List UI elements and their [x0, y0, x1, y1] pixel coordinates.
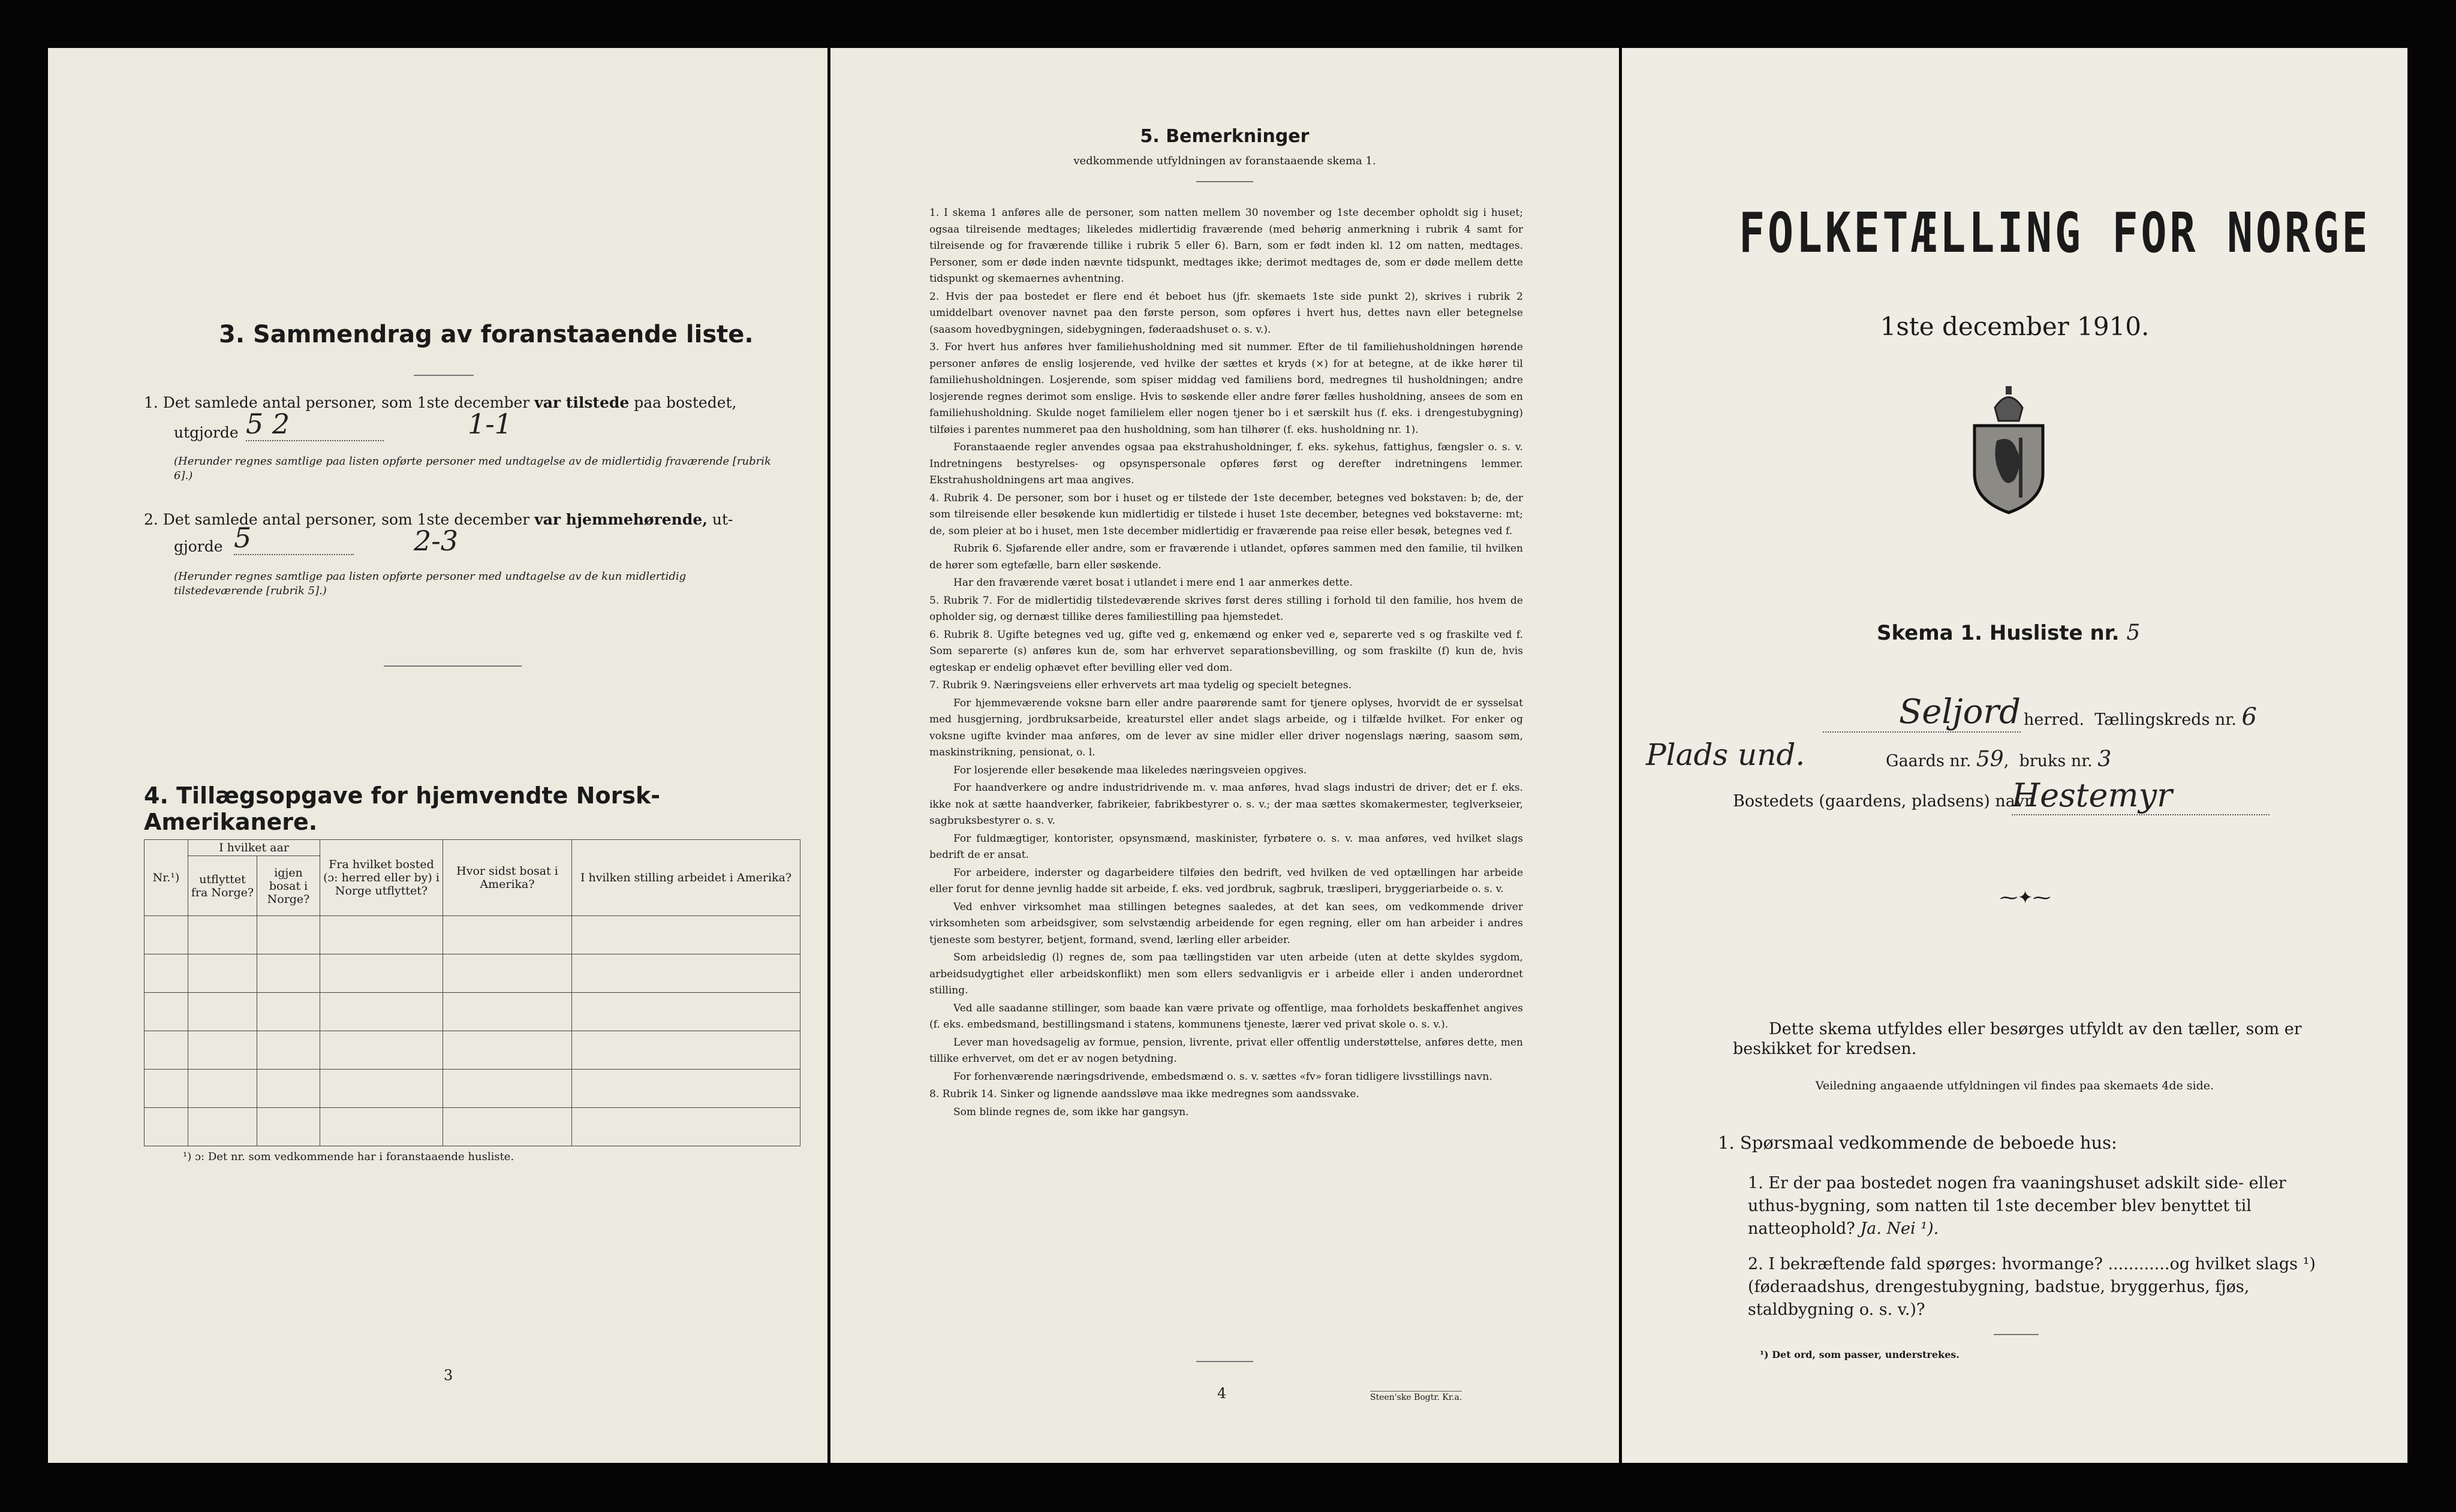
- q1-answer: Ja. Nei ¹).: [1860, 1219, 1939, 1238]
- question-2: 2. Det samlede antal personer, som 1ste december var hjemmehørende, ut-: [144, 511, 733, 528]
- page-3: [48, 48, 827, 1463]
- footnote: ¹) Det ord, som passer, understrekes.: [1760, 1349, 1960, 1360]
- skema-label: Skema 1. Husliste nr. 5: [1877, 621, 2141, 645]
- q2-handwritten-value: 5: [234, 522, 354, 555]
- remark-item: For forhenværende næringsdrivende, embedsmænd o. s. v. sættes «fv» foran tidligere livsstillings navn.: [953, 1070, 1492, 1083]
- kreds-number: 6: [2241, 703, 2257, 731]
- q2-prefix: gjorde: [174, 538, 223, 555]
- q1-note: (Herunder regnes samtlige paa listen opførte personer med undtagelse av de midlertidig fraværende [rubrik 6].): [174, 455, 771, 482]
- document-date: 1ste december 1910.: [1880, 312, 2150, 341]
- footnote: ¹) ɔ: Det nr. som vedkommende har i foranstaaende husliste.: [183, 1150, 514, 1163]
- question-header: 1. Spørsmaal vedkommende de beboede hus:: [1718, 1133, 2117, 1153]
- q1-handwritten-value: 5 2: [246, 408, 384, 441]
- divider: [1994, 1334, 2039, 1335]
- remark-item: 7. Rubrik 9. Næringsveiens eller erhvervets art maa tydelig og specielt betegnes.: [929, 679, 1352, 691]
- page-1: [1622, 48, 2407, 1463]
- page-4: [830, 48, 1619, 1463]
- intro-text: Dette skema utfyldes eller besørges utfyldt av den tæller, som er beskikket for kredsen.: [1733, 1020, 2302, 1058]
- norsk-amerikanere-table: [144, 839, 800, 1146]
- document-title: FOLKETÆLLING FOR NORGE: [1739, 201, 2371, 265]
- remark-item: For losjerende eller besøkende maa likeledes næringsveien opgives.: [953, 764, 1307, 776]
- divider: [384, 665, 522, 667]
- col-returned: igjen bosat i Norge?: [257, 856, 320, 916]
- remark-item: Lever man hovedsagelig av formue, pension, livrente, privat eller offentlig understøttelse, anføres dette, men tillike erhvervet, om det er av nogen betydning.: [929, 1036, 1523, 1065]
- col-last-residence: Hvor sidst bosat i Amerika?: [443, 840, 572, 916]
- herred-handwritten: Seljord: [1823, 692, 2021, 733]
- herred-label: herred. Tællingskreds nr. 6: [2024, 703, 2257, 731]
- remark-item: For haandverkere og andre industridrivende m. v. maa anføres, hvad slags industri de driver; det er f. eks. ikke nok at sætte haandverker, fabrikeier, fabrikbestyrer o. s. v.; der maa sættes skomakermester, teglverkseier, sagbruksbestyrer o. s. v.: [929, 782, 1523, 827]
- remark-item: Ved alle saadanne stillinger, som baade kan være private og offentlige, maa forholdets beskaffenhet angives (f. eks. embedsmand, bestillingsmand i statens, kommunens tjeneste, lærer ved privat skole o. s. v.).: [929, 1002, 1523, 1031]
- col-nr: Nr.¹): [145, 840, 188, 916]
- page-number: 3: [444, 1367, 453, 1384]
- bruks-number: 3: [2097, 747, 2112, 772]
- divider: [1196, 1361, 1253, 1362]
- table-row: [145, 993, 800, 1031]
- gaards-number: 59: [1976, 747, 2004, 772]
- plads-handwritten: Plads und.: [1646, 737, 1805, 772]
- coat-of-arms-icon: [1964, 384, 2054, 516]
- q2-handwritten-value-2: 2-3: [414, 525, 459, 557]
- table-row: [145, 1031, 800, 1070]
- remarks-list: [929, 205, 1523, 1122]
- remark-item: 4. Rubrik 4. De personer, som bor i huset og er tilstede der 1ste december, betegnes ved bokstaven: b; de, der som tilreisende eller besøkende kun midlertidig er tilstede i huset 1ste december, betegnes ved bokstaverne: mt; de, som pleier at bo i huset, men 1ste december midlertidig er fraværende paa reise eller besøk, betegnes ved f.: [929, 492, 1523, 537]
- table-row: [145, 1108, 800, 1146]
- remark-item: 8. Rubrik 14. Sinker og lignende aandssløve maa ikke medregnes som aandssvake.: [929, 1088, 1359, 1100]
- page-number: 4: [1217, 1385, 1227, 1402]
- house-question-1: 1. Er der paa bostedet nogen fra vaaningshuset adskilt side- eller uthus-bygning, som natten til 1ste december blev benyttet til natteophold? Ja. Nei ¹).: [1748, 1174, 2286, 1238]
- printer-credit: Steen'ske Bogtr. Kr.a.: [1370, 1391, 1462, 1402]
- remark-item: 1. I skema 1 anføres alle de personer, som natten mellem 30 november og 1ste december opholdt sig i huset; ogsaa tilreisende medtages; likeledes midlertidig fraværende (med behørig anmerkning i rubrik 4 samt for tilreisende og for fraværende tillike i rubrik 5 eller 6). Barn, som er født inden kl. 12 om natten, medtages. Personer, som er døde inden nævnte tidspunkt, medtages ikke; derimot medtages de, som er døde mellem dette tidspunkt og skemaernes avhentning.: [929, 207, 1523, 285]
- bosted-label: Bostedets (gaardens, pladsens) navn: [1733, 792, 2035, 811]
- remark-item: 5. Rubrik 7. For de midlertidig tilstedeværende skrives først deres stilling i forhold til den familie, hos hvem de opholder sig, og dernæst tillike deres familiestilling paa hjemstedet.: [929, 594, 1523, 623]
- remark-item: For arbeidere, inderster og dagarbeidere tilføies den bedrift, ved hvilken de ved optællingen har arbeide eller forut for denne jevnlig hadde sit arbeide, f. eks. ved jordbruk, sagbruk, træsliperi, bryggeriarbeide o. s. v.: [929, 866, 1523, 895]
- bosted-handwritten: Hestemyr: [2012, 776, 2270, 815]
- remark-item: 3. For hvert hus anføres hver familiehusholdning med sit nummer. Efter de til familiehusholdningen hørende personer anføres de enslig losjerende, ved hvilke der sættes et kryds (×) for at betegne, at de ikke hører til familiehusholdningen. Losjerende, som spiser middag ved familiens bord, medregnes til husholdningen; andre losjerende regnes derimot som enslige. Hvis to søskende eller andre fører fælles husholdning, ansees de som en familiehusholdning. Skulde noget familielem eller nogen tjener bo i et særskilt hus (f. eks. i drengestubygning) tilføies i parentes nummeret paa den husholdning, som han tilhører (f. eks. husholdning nr. 1).: [929, 341, 1523, 436]
- remark-item: For fuldmægtiger, kontorister, opsynsmænd, maskinister, fyrbøtere o. s. v. maa anføres, ved hvilket slags bedrift de er ansat.: [929, 832, 1523, 861]
- table-row: [145, 954, 800, 993]
- veiledning-text: Veiledning angaaende utfyldningen vil findes paa skemaets 4de side.: [1815, 1079, 2214, 1092]
- remark-item: Som arbeidsledig (l) regnes de, som paa tællingstiden var uten arbeide (uten at dette skyldes sygdom, arbeidsudygtighet eller arbeidskonflikt) men som ellers sedvanligvis er i arbeide eller i anden underordnet stilling.: [929, 951, 1523, 996]
- col-group-year: I hvilket aar: [188, 840, 320, 856]
- page-4-subtitle: vedkommende utfyldningen av foranstaaende skema 1.: [1073, 155, 1376, 167]
- divider: [414, 375, 474, 376]
- q1-handwritten-value-2: 1-1: [468, 408, 513, 440]
- col-from-place: Fra hvilket bosted (ɔ: herred eller by) i Norge utflyttet?: [320, 840, 443, 916]
- ornament-icon: ⁓✦⁓: [2000, 887, 2051, 908]
- house-question-2: 2. I bekræftende fald spørges: hvormange? ............og hvilket slags ¹) (føderaadshus, drengestubygning, badstue, bryggerhus, fjøs, staldbygning o. s. v.)?: [1748, 1255, 2316, 1319]
- table-row: [145, 916, 800, 954]
- divider: [1196, 181, 1253, 182]
- page-4-title: 5. Bemerkninger: [1140, 126, 1310, 147]
- section-4-title: 4. Tillægsopgave for hjemvendte Norsk-Amerikanere.: [144, 782, 660, 835]
- table-row: [145, 1070, 800, 1108]
- remark-item: Har den fraværende været bosat i utlandet i mere end 1 aar anmerkes dette.: [953, 577, 1353, 589]
- col-occupation: I hvilken stilling arbeidet i Amerika?: [572, 840, 800, 916]
- remark-item: 6. Rubrik 8. Ugifte betegnes ved ug, gifte ved g, enkemænd og enker ved e, separerte ved s og fraskilte ved f. Som separerte (s) anføres kun de, som har erhvervet separationsbevilling, og som fraskilte (f) kun de, hvis egteskap er endelig ophævet efter bevilling eller ved dom.: [929, 628, 1523, 674]
- remark-item: Foranstaaende regler anvendes ogsaa paa ekstrahusholdninger, f. eks. sykehus, fattighus, fængsler o. s. v. Indretningens bestyrelses- og opsynspersonale opføres først og derefter indretningens lemmer. Ekstrahusholdningens art maa angives.: [929, 441, 1523, 486]
- q1-prefix: utgjorde: [174, 424, 239, 441]
- gaards-bruks-row: Gaards nr. 59, bruks nr. 3: [1886, 747, 2112, 772]
- question-1: 1. Det samlede antal personer, som 1ste december var tilstede paa bostedet,: [144, 394, 737, 411]
- col-emigrated: utflyttet fra Norge?: [188, 856, 257, 916]
- remark-item: Ved enhver virksomhet maa stillingen betegnes saaledes, at det kan sees, om vedkommende driver virksomheten som arbeidsgiver, som selvstændig arbeidende for egen regning, eller om han arbeider i andres tjeneste som bestyrer, betjent, formand, svend, lærling eller arbeider.: [929, 900, 1523, 946]
- remark-item: Rubrik 6. Sjøfarende eller andre, som er fraværende i utlandet, opføres sammen med den familie, til hvilken de hører som egtefælle, barn eller søskende.: [929, 543, 1523, 571]
- husliste-number: 5: [2126, 621, 2141, 645]
- remark-item: 2. Hvis der paa bostedet er flere end ét beboet hus (jfr. skemaets 1ste side punkt 2), skrives i rubrik 2 umiddelbart ovenover navnet paa den første person, som opføres i hvert hus, dettes navn eller betegnelse (saasom hovedbygningen, sidebygningen, føderaadshuset o. s. v.).: [929, 290, 1523, 336]
- remark-item: Som blinde regnes de, som ikke har gangsyn.: [953, 1106, 1189, 1118]
- q2-note: (Herunder regnes samtlige paa listen opførte personer med undtagelse av de kun midlertidig tilstedeværende [rubrik 5].): [174, 570, 687, 597]
- remark-item: For hjemmeværende voksne barn eller andre paarørende samt for tjenere oplyses, hvorvidt de er sysselsat med husgjerning, jordbruksarbeide, kreaturstel eller andet slags arbeide, og i tilfælde hvilket. For enker og voksne ugifte kvinder maa anføres, om de lever av sine midler eller driver nogenslags næring, saasom søm, maskinstrikning, pensionat, o. l.: [929, 697, 1523, 758]
- section-3-title: 3. Sammendrag av foranstaaende liste.: [219, 321, 754, 348]
